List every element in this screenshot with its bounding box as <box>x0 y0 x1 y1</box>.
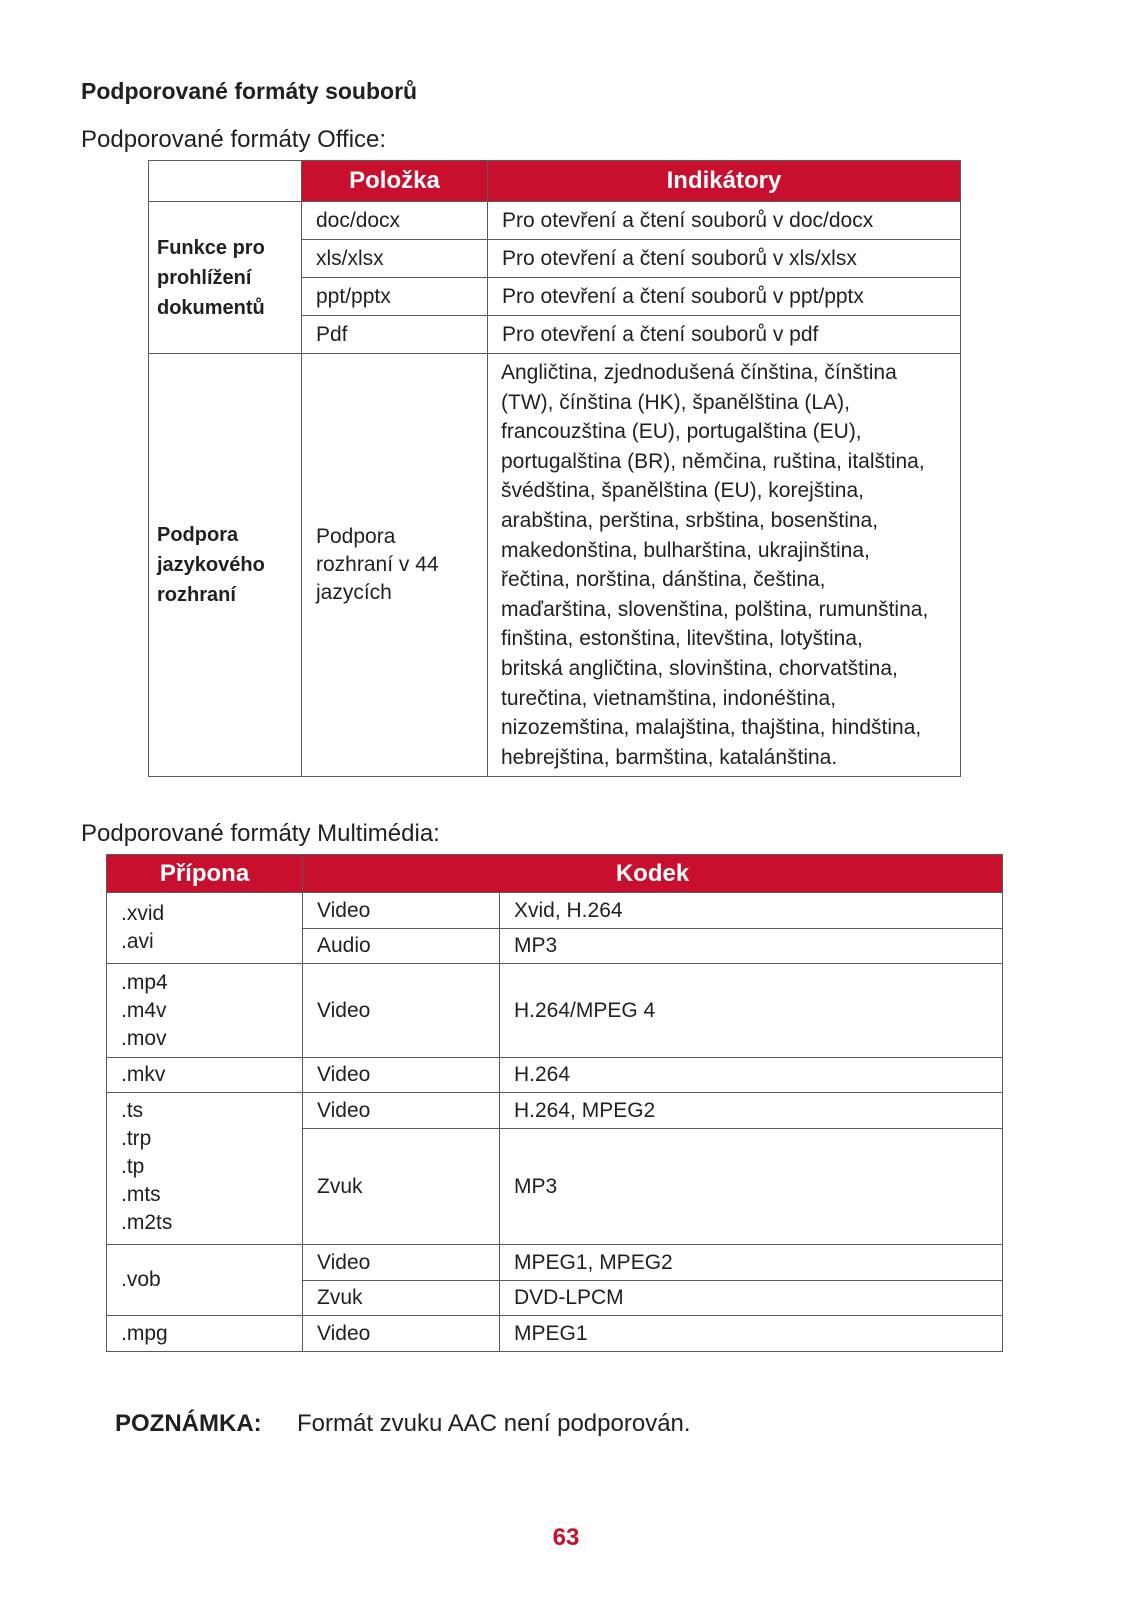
codec-cell: MP3 <box>500 929 1003 964</box>
office-table-header <box>149 161 961 202</box>
multimedia-formats-table <box>106 854 1003 1352</box>
office-formats-table <box>148 160 961 777</box>
extension-cell: .ts .trp .tp .mts .m2ts <box>107 1093 303 1245</box>
header-item: Položka <box>302 161 488 202</box>
codec-cell: MPEG1 <box>500 1316 1003 1352</box>
extension-cell: .mkv <box>107 1058 303 1093</box>
category-document-viewing: Funkce pro prohlížení dokumentů <box>149 202 302 354</box>
category-language-support: Podpora jazykového rozhraní <box>149 354 302 777</box>
table-row <box>107 1093 1003 1129</box>
extension-cell: .xvid .avi <box>107 893 303 964</box>
type-cell: Video <box>303 1058 500 1093</box>
multimedia-formats-intro: Podporované formáty Multimédia: <box>81 820 440 847</box>
table-row <box>149 202 961 240</box>
table-row <box>149 354 961 777</box>
indicator-cell: Pro otevření a čtení souborů v doc/docx <box>488 202 961 240</box>
extension-cell: .mpg <box>107 1316 303 1352</box>
languages-list-cell: Angličtina, zjednodušená čínština, čínština (TW), čínština (HK), španělština (LA), francouzština (EU), portugalština (EU), portugalština (BR), němčina, ruština, italština, švédština, španělština (EU), korejština, arabština, perština, srbština, bosenština, makedonština, bulharština, ukrajinština, řečtina, norština, dánština, čeština, maďarština, slovenština, polština, rumunština, finština, estonština, litevština, lotyština, britská angličtina, slovinština, chorvatština, turečtina, vietnamština, indonéština, nizozemština, malajština, thajština, hindština, hebrejština, barmština, katalánština. <box>488 354 961 777</box>
note <box>115 1410 691 1438</box>
codec-cell: H.264/MPEG 4 <box>500 964 1003 1058</box>
indicator-cell: Pro otevření a čtení souborů v pdf <box>488 316 961 354</box>
note-text: Formát zvuku AAC není podporován. <box>297 1410 691 1437</box>
section-heading: Podporované formáty souborů <box>81 78 418 104</box>
indicator-cell: Pro otevření a čtení souborů v ppt/pptx <box>488 278 961 316</box>
table-row <box>107 1316 1003 1352</box>
extension-cell: .mp4 .m4v .mov <box>107 964 303 1058</box>
type-cell: Video <box>303 1245 500 1281</box>
header-indicators: Indikátory <box>488 161 961 202</box>
codec-cell: H.264 <box>500 1058 1003 1093</box>
item-cell: Pdf <box>302 316 488 354</box>
multimedia-table-header <box>107 855 1003 893</box>
table-row <box>107 893 1003 929</box>
type-cell: Video <box>303 893 500 929</box>
codec-cell: H.264, MPEG2 <box>500 1093 1003 1129</box>
extension-cell: .vob <box>107 1245 303 1316</box>
codec-cell: MP3 <box>500 1129 1003 1245</box>
indicator-cell: Pro otevření a čtení souborů v xls/xlsx <box>488 240 961 278</box>
type-cell: Zvuk <box>303 1129 500 1245</box>
type-cell: Zvuk <box>303 1281 500 1316</box>
office-formats-intro: Podporované formáty Office: <box>81 126 387 153</box>
item-cell: Podpora rozhraní v 44 jazycích <box>302 354 488 777</box>
table-row <box>107 964 1003 1058</box>
type-cell: Video <box>303 1316 500 1352</box>
page-number: 63 <box>552 1524 580 1551</box>
codec-cell: MPEG1, MPEG2 <box>500 1245 1003 1281</box>
header-extension: Přípona <box>107 855 303 893</box>
item-cell: doc/docx <box>302 202 488 240</box>
codec-cell: Xvid, H.264 <box>500 893 1003 929</box>
table-row <box>107 1058 1003 1093</box>
note-label: POZNÁMKA: <box>115 1410 262 1437</box>
type-cell: Video <box>303 1093 500 1129</box>
header-codec: Kodek <box>303 855 1003 893</box>
type-cell: Audio <box>303 929 500 964</box>
header-empty-cell <box>149 161 302 202</box>
type-cell: Video <box>303 964 500 1058</box>
codec-cell: DVD-LPCM <box>500 1281 1003 1316</box>
item-cell: ppt/pptx <box>302 278 488 316</box>
item-cell: xls/xlsx <box>302 240 488 278</box>
table-row <box>107 1245 1003 1281</box>
